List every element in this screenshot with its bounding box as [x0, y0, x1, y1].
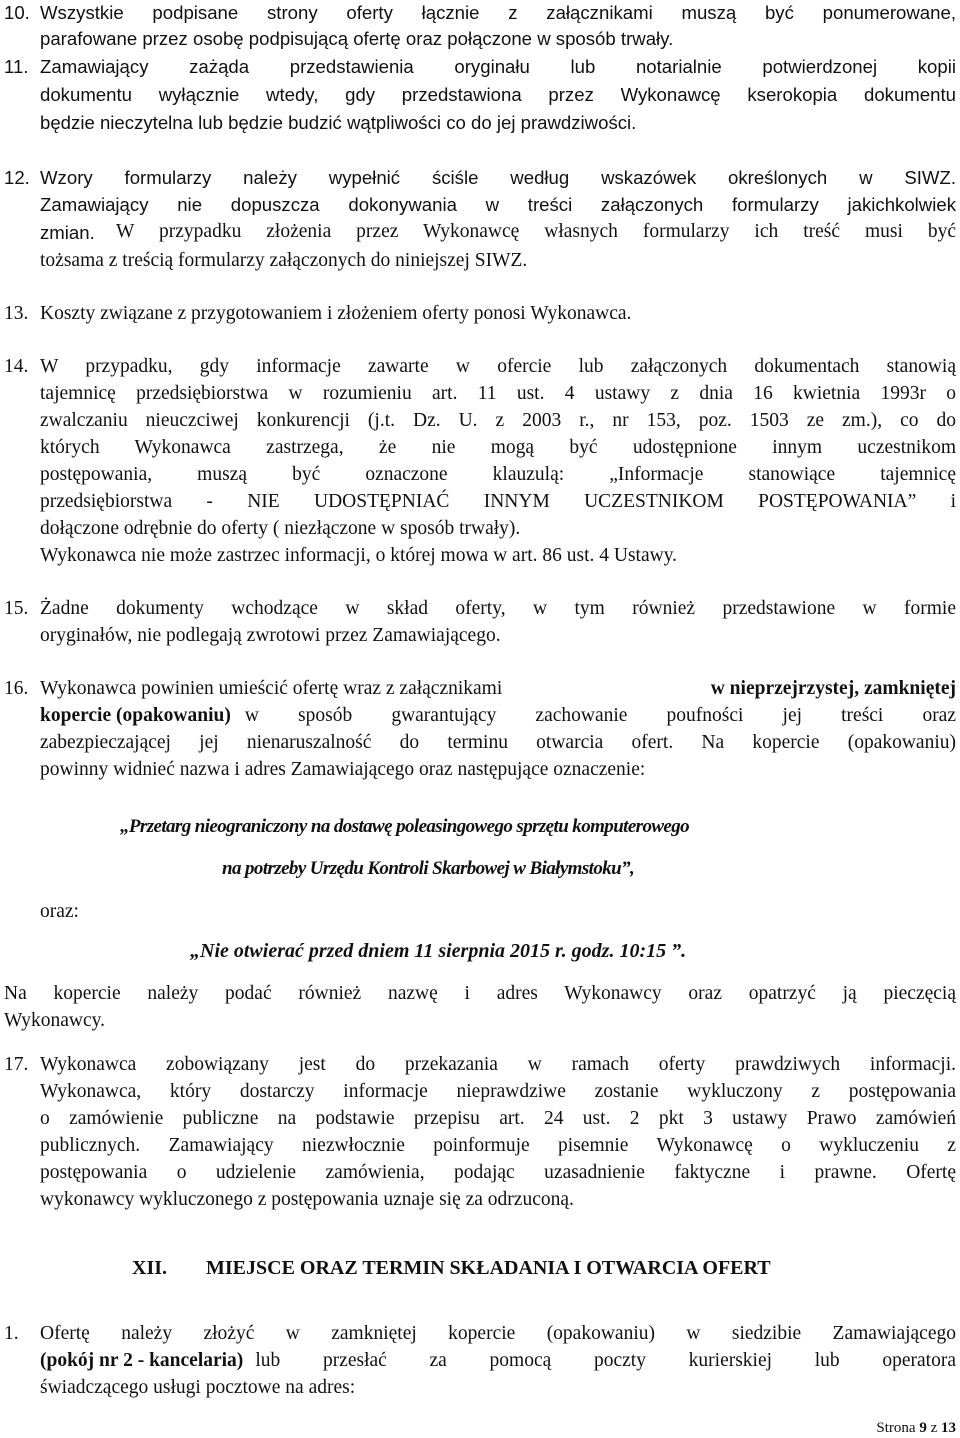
- item-number: 1.: [4, 1323, 19, 1344]
- do-not-open-notice: „Nie otwierać przed dniem 11 sierpnia 2015 r. godz. 10:15 ”.: [190, 940, 687, 962]
- item-12-line-2: Zamawiający nie dopuszcza dokonywania w treści załączonych formularzy jakichkolwiek: [40, 194, 956, 215]
- item-11-line-2: dokumentu wyłącznie wtedy, gdy przedstawiona przez Wykonawcę kserokopia dokumentu: [40, 84, 956, 105]
- page-label: Strona: [876, 1420, 916, 1436]
- item-17-line-3: o zamówienie publiczne na podstawie przepisu art. 24 ust. 2 pkt 3 ustawy Prawo zamówień: [40, 1108, 956, 1129]
- item-14-line-1: W przypadku, gdy informacje zawarte w ofercie lub załączonych dokumentach stanowią: [40, 356, 956, 377]
- item-14-line-5: postępowania, muszą być oznaczone klauzulą: „Informacje stanowiące tajemnicę: [40, 464, 956, 485]
- tender-title: „Przetarg nieograniczony na dostawę poleasingowego sprzętu komputerowego: [120, 816, 690, 837]
- page-footer: [876, 1419, 956, 1437]
- item-15-line-2: oryginałów, nie podlegają zwrotowi przez Zamawiającego.: [40, 625, 501, 646]
- item-16-line-2-text: w sposób gwarantujący zachowanie poufności jej treści oraz: [244, 705, 956, 726]
- item-number: 15.: [4, 598, 29, 619]
- item-11-line-1: Zamawiający zażąda przedstawienia oryginału lub notarialnie potwierdzonej kopii: [40, 56, 956, 77]
- item-16-line-4: powinny widnieć nazwa i adres Zamawiającego oraz następujące oznaczenie:: [40, 759, 646, 780]
- item-10-line-1: Wszystkie podpisane strony oferty łącznie z załącznikami muszą być ponumerowane,: [40, 2, 956, 23]
- item-16-line-1-text: Wykonawca powinien umieścić ofertę wraz z załącznikami: [40, 678, 503, 699]
- item-17-line-4: publicznych. Zamawiający niezwłocznie poinformuje pisemnie Wykonawcę o wykluczeniu z: [40, 1135, 956, 1156]
- oraz-label: oraz:: [40, 901, 79, 922]
- item-16-line-3: zabezpieczającej jej nienaruszalność do terminu otwarcia ofert. Na kopercie (opakowaniu): [40, 732, 956, 753]
- item-12-line-1: Wzory formularzy należy wypełnić ściśle według wskazówek określonych w SIWZ.: [40, 167, 956, 188]
- page-current: 9: [919, 1420, 927, 1436]
- item-16-bold-envelope: w nieprzejrzystej, zamkniętej: [710, 678, 956, 699]
- page-separator: z: [930, 1420, 938, 1436]
- section-number: XII.: [132, 1257, 168, 1279]
- item-17-line-1: Wykonawca zobowiązany jest do przekazania w ramach oferty prawdziwych informacji.: [40, 1054, 956, 1075]
- item-17-line-5: postępowania o udzielenie zamówienia, podając uzasadnienie faktyczne i prawne. Ofertę: [40, 1162, 956, 1183]
- item-12-line-4: tożsama z treścią formularzy załączonych do niniejszej SIWZ.: [40, 250, 528, 271]
- section-item-1-line-2: [40, 1348, 956, 1374]
- page-total: 13: [941, 1420, 956, 1436]
- item-number: 17.: [4, 1054, 29, 1075]
- room-designation: (pokój nr 2 - kancelaria): [40, 1350, 244, 1371]
- item-number: 14.: [4, 356, 29, 377]
- item-14-line-6: przedsiębiorstwa - NIE UDOSTĘPNIAĆ INNYM UCZESTNIKOM POSTĘPOWANIA” i: [40, 491, 956, 512]
- item-14-line-3: zwalczaniu nieuczciwej konkurencji (j.t. Dz. U. z 2003 r., nr 153, poz. 1503 ze zm.), co do: [40, 410, 956, 431]
- item-16-line-1: [40, 676, 956, 702]
- item-15-line-1: Żadne dokumenty wchodzące w skład oferty, w tym również przedstawione w formie: [40, 598, 956, 619]
- item-number: 10.: [4, 2, 30, 23]
- section-title: MIEJSCE ORAZ TERMIN SKŁADANIA I OTWARCIA OFERT: [206, 1257, 771, 1279]
- item-14-line-2: tajemnicę przedsiębiorstwa w rozumieniu art. 11 ust. 4 ustawy z dnia 16 kwietnia 1993r o: [40, 383, 956, 404]
- item-14-line-7: dołączone odrębnie do oferty ( niezłączone w sposób trwały).: [40, 518, 521, 539]
- item-14-line-4: których Wykonawca zastrzega, że nie mogą być udostępnione innym uczestnikom: [40, 437, 956, 458]
- item-14-line-8: Wykonawca nie może zastrzec informacji, o której mowa w art. 86 ust. 4 Ustawy.: [40, 545, 678, 566]
- item-16-after-line-2: Wykonawcy.: [4, 1010, 105, 1031]
- item-17-line-2: Wykonawca, który dostarczy informacje nieprawdziwe zostanie wykluczony z postępowania: [40, 1081, 956, 1102]
- item-13-line-1: Koszty związane z przygotowaniem i złożeniem oferty ponosi Wykonawca.: [40, 303, 632, 324]
- item-11-line-3: będzie nieczytelna lub będzie budzić wątpliwości co do jej prawdziwości.: [40, 112, 637, 133]
- item-number: 13.: [4, 303, 29, 324]
- item-12-line-3a: zmian.: [40, 222, 95, 243]
- section-item-1-line-1: Ofertę należy złożyć w zamkniętej kopercie (opakowaniu) w siedzibie Zamawiającego: [40, 1323, 956, 1344]
- section-item-1-line-2-text: lub przesłać za pomocą poczty kurierskiej lub operatora: [255, 1350, 956, 1371]
- item-number: 16.: [4, 678, 29, 699]
- item-10-line-2: parafowane przez osobę podpisującą ofertę oraz połączone w sposób trwały.: [40, 28, 674, 49]
- item-16-after-line-1: Na kopercie należy podać również nazwę i adres Wykonawcy oraz opatrzyć ją pieczęcią: [4, 983, 956, 1004]
- item-16-bold-packaging: kopercie (opakowaniu): [40, 705, 231, 726]
- section-item-1-line-3: świadczącego usługi pocztowe na adres:: [40, 1377, 356, 1398]
- item-16-line-2: [40, 703, 956, 729]
- item-17-line-6: wykonawcy wykluczonego z postępowania uznaje się za odrzuconą.: [40, 1189, 574, 1210]
- item-number: 11.: [4, 56, 29, 77]
- item-number: 12.: [4, 167, 30, 188]
- office-name: na potrzeby Urzędu Kontroli Skarbowej w Białymstoku”,: [222, 858, 635, 879]
- item-12-line-3b: W przypadku złożenia przez Wykonawcę własnych formularzy ich treść musi być: [116, 221, 956, 242]
